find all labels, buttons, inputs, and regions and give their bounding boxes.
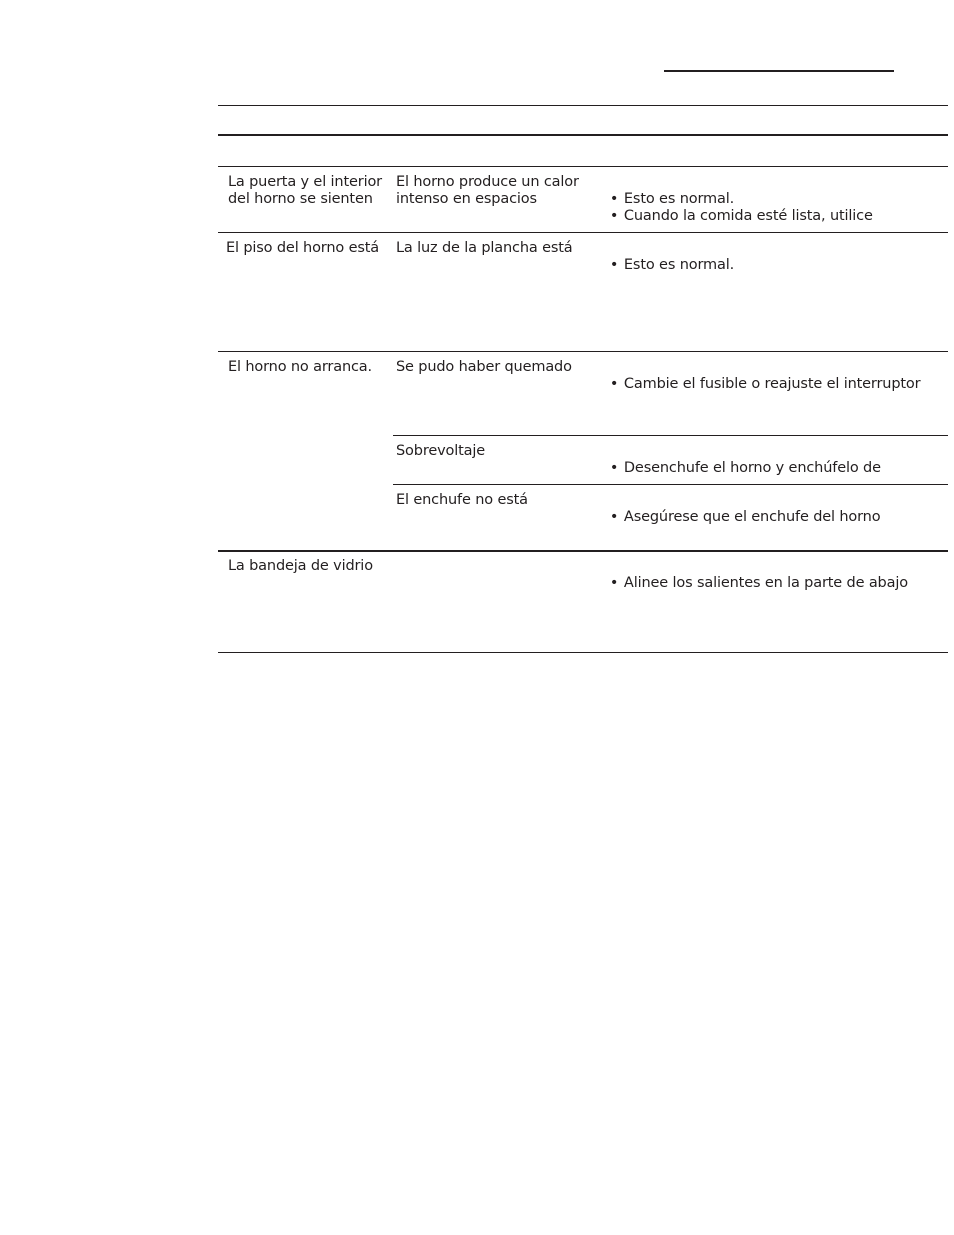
solution-text: Esto es normal. — [623, 191, 735, 207]
solution-item — [601, 558, 908, 592]
table-subrow-rule — [393, 484, 948, 485]
table-header-rule — [218, 134, 948, 136]
solution-item — [601, 191, 873, 225]
cause-text: El enchufe no está — [396, 492, 528, 508]
solution-text: Esto es normal. — [623, 257, 735, 273]
bullet-icon: • — [609, 208, 619, 224]
solution-text: Asegúrese que el enchufe del horno — [623, 509, 881, 525]
problem-text: El horno no arranca. — [228, 359, 373, 375]
header-rule — [664, 70, 894, 72]
problem-text: La bandeja de vidrio — [228, 558, 373, 574]
problem-text: del horno se sienten — [228, 191, 373, 207]
cause-text: Sobrevoltaje — [396, 443, 486, 459]
problem-text: La puerta y el interior — [228, 174, 382, 190]
cause-text: La luz de la plancha está — [396, 240, 573, 256]
table-row-rule — [218, 351, 948, 352]
problem-text: El piso del horno está — [226, 240, 380, 256]
bullet-icon: • — [609, 509, 619, 525]
bullet-icon: • — [609, 376, 619, 392]
solution-item — [601, 492, 880, 526]
table-row-rule — [218, 550, 948, 552]
table-row-rule — [218, 166, 948, 167]
cause-text: Se pudo haber quemado — [396, 359, 572, 375]
solution-item — [601, 443, 881, 477]
solution-item — [601, 359, 920, 393]
bullet-icon: • — [609, 460, 619, 476]
bullet-icon: • — [609, 575, 619, 591]
bullet-icon: • — [609, 257, 619, 273]
table-subrow-rule — [393, 435, 948, 436]
solution-text: Cambie el fusible o reajuste el interruptor — [623, 376, 921, 392]
solution-text: Desenchufe el horno y enchúfelo de — [623, 460, 881, 476]
solution-text: Cuando la comida esté lista, utilice — [623, 208, 873, 224]
cause-text: El horno produce un calor — [396, 174, 579, 190]
solution-item — [601, 240, 734, 274]
bullet-icon: • — [609, 191, 619, 207]
solution-text: Alinee los salientes en la parte de abajo — [623, 575, 908, 591]
table-row-rule — [218, 232, 948, 233]
table-bottom-rule — [218, 652, 948, 653]
cause-text: intenso en espacios — [396, 191, 537, 207]
table-top-rule — [218, 105, 948, 106]
